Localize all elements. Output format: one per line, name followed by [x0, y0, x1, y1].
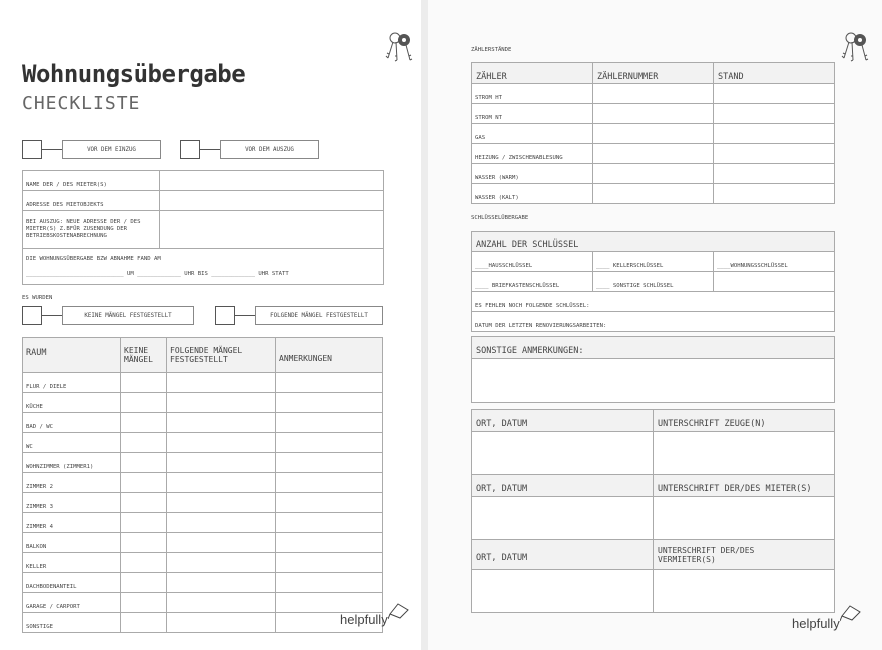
meter-label: HEIZUNG / ZWISCHENABLESUNG [475, 155, 563, 161]
table-row [23, 553, 383, 573]
defects-cell[interactable] [167, 533, 276, 553]
room-label: SONSTIGE [26, 624, 53, 630]
meter-reading-cell[interactable] [714, 104, 835, 124]
meter-reading-col-header: STAND [718, 71, 744, 82]
table-row [472, 84, 835, 104]
remarks-cell[interactable] [276, 553, 383, 573]
checkbox-move-out[interactable] [180, 140, 200, 159]
remarks-cell[interactable] [276, 513, 383, 533]
table-row [23, 393, 383, 413]
no-defects-cell[interactable] [121, 613, 167, 633]
meter-table [471, 62, 835, 204]
table-row [472, 184, 835, 204]
place-date-field[interactable] [472, 432, 654, 475]
room-label: GARAGE / CARPORT [26, 604, 80, 610]
meter-number-cell[interactable] [593, 184, 714, 204]
tenant-signature-field[interactable] [654, 497, 835, 540]
defects-cell[interactable] [167, 553, 276, 573]
missing-keys-label[interactable]: ES FEHLEN NOCH FOLGENDE SCHLÜSSEL: [475, 303, 590, 309]
room-label: KÜCHE [26, 404, 43, 410]
mailbox-key-field[interactable]: ____ BRIEFKASTENSCHLÜSSEL [475, 283, 560, 289]
col-header-room: RAUM [26, 348, 47, 358]
meter-number-cell[interactable] [593, 84, 714, 104]
remarks-cell[interactable] [276, 453, 383, 473]
defects-cell[interactable] [167, 613, 276, 633]
room-label: BAD / WC [26, 424, 53, 430]
key-empty-cell [714, 272, 835, 292]
checkbox-defects[interactable] [215, 306, 235, 325]
room-label: ZIMMER 3 [26, 504, 53, 510]
room-label: WOHNZIMMER (ZIMMER1) [26, 464, 94, 470]
table-row [472, 144, 835, 164]
remarks-cell[interactable] [276, 493, 383, 513]
signature-table [471, 409, 835, 613]
no-defects-cell[interactable] [121, 393, 167, 413]
room-label: WC [26, 444, 33, 450]
defects-cell[interactable] [167, 513, 276, 533]
table-row [23, 493, 383, 513]
no-defects-cell[interactable] [121, 413, 167, 433]
no-defects-cell[interactable] [121, 453, 167, 473]
handover-date-label: DIE WOHNUNGSÜBERGABE BZW ABNAHME FAND AM [26, 255, 161, 262]
checkbox-no-defects[interactable] [22, 306, 42, 325]
defects-cell[interactable] [167, 493, 276, 513]
table-row [23, 613, 383, 633]
label-move-out: VOR DEM AUSZUG [220, 140, 319, 159]
no-defects-cell[interactable] [121, 553, 167, 573]
defects-cell[interactable] [167, 473, 276, 493]
no-defects-cell[interactable] [121, 373, 167, 393]
room-table [22, 337, 383, 633]
defects-cell[interactable] [167, 413, 276, 433]
checkbox-move-in[interactable] [22, 140, 42, 159]
no-defects-cell[interactable] [121, 493, 167, 513]
helpfully-logo: helpfully [340, 612, 388, 627]
keys-icon [382, 30, 416, 66]
label-move-in: VOR DEM EINZUG [62, 140, 161, 159]
room-label: BALKON [26, 544, 47, 550]
other-remarks-field[interactable] [472, 359, 835, 403]
defects-cell[interactable] [167, 453, 276, 473]
meter-number-cell[interactable] [593, 144, 714, 164]
remarks-cell[interactable] [276, 393, 383, 413]
table-row [23, 573, 383, 593]
house-key-field[interactable]: ____HAUSSCHLÜSSEL [475, 263, 533, 269]
place-date-field[interactable] [472, 570, 654, 613]
tenant-info-table [22, 170, 384, 285]
signature-place-date-label: ORT, DATUM [476, 484, 528, 494]
cellar-key-field[interactable]: ____ KELLERSCHLÜSSEL [596, 263, 664, 269]
no-defects-cell[interactable] [121, 473, 167, 493]
table-row [23, 453, 383, 473]
no-defects-cell[interactable] [121, 513, 167, 533]
meter-col-header: ZÄHLER [476, 71, 507, 82]
tenant-name-field[interactable] [160, 171, 384, 191]
remarks-cell[interactable] [276, 473, 383, 493]
table-row [23, 593, 383, 613]
key-table [471, 231, 835, 332]
place-date-field[interactable] [472, 497, 654, 540]
es-wurden-label: ES WURDEN [22, 295, 53, 301]
flag-icon [388, 602, 410, 620]
room-label: ZIMMER 2 [26, 484, 53, 490]
signature-place-date-label: ORT, DATUM [476, 553, 528, 563]
table-row [472, 164, 835, 184]
key-count-header: ANZAHL DER SCHLÜSSEL [476, 240, 579, 250]
defects-cell[interactable] [167, 393, 276, 413]
table-row [23, 373, 383, 393]
label-defects: FOLGENDE MÄNGEL FESTGESTELLT [255, 306, 383, 325]
tenant-name-label: NAME DER / DES MIETER(S) [26, 182, 107, 188]
col-header-remarks: ANMERKUNGEN [279, 353, 332, 363]
new-address-field[interactable] [160, 211, 384, 249]
table-row [23, 413, 383, 433]
page-2 [428, 0, 882, 650]
apartment-key-field[interactable]: ____WOHNUNGSSCHLÜSSEL [717, 263, 788, 269]
meter-label: STROM NT [475, 115, 502, 121]
table-row [23, 533, 383, 553]
page-title: Wohnungsübergabe [22, 60, 246, 88]
col-header-defects: FOLGENDE MÄNGEL FESTGESTELLT [170, 346, 243, 364]
address-label: ADRESSE DES MIETOBJEKTS [26, 202, 104, 208]
remarks-cell[interactable] [276, 573, 383, 593]
table-row [472, 124, 835, 144]
address-field[interactable] [160, 191, 384, 211]
other-key-field[interactable]: ____ SONSTIGE SCHLÜSSEL [596, 283, 674, 289]
room-label: DACHBODENANTEIL [26, 584, 77, 590]
keys-icon-page2 [838, 30, 872, 66]
new-address-label: BEI AUSZUG: NEUE ADRESSE DER / DES MIETER(S) Z.BFÜR ZUSENDUNG DER BETRIEBSKOSTENABRECHNUNG [26, 219, 141, 239]
no-defects-cell[interactable] [121, 433, 167, 453]
other-remarks-header: SONSTIGE ANMERKUNGEN: [476, 346, 584, 356]
remarks-cell[interactable] [276, 373, 383, 393]
meter-reading-cell[interactable] [714, 84, 835, 104]
label-no-defects: KEINE MÄNGEL FESTGESTELLT [62, 306, 194, 325]
meter-number-cell[interactable] [593, 104, 714, 124]
remarks-cell[interactable] [276, 433, 383, 453]
meter-label: STROM HT [475, 95, 502, 101]
flag-icon [840, 604, 862, 622]
key-section-title: SCHLÜSSELÜBERGABE [471, 215, 529, 221]
table-row [23, 433, 383, 453]
table-row [472, 104, 835, 124]
defects-cell[interactable] [167, 573, 276, 593]
witness-signature-field[interactable] [654, 432, 835, 475]
meter-reading-cell[interactable] [714, 124, 835, 144]
signature-landlord-label: UNTERSCHRIFT DER/DES VERMIETER(S) [658, 545, 755, 564]
col-header-no-defects: KEINE MÄNGEL [124, 346, 153, 364]
meter-label: WASSER (WARM) [475, 175, 519, 181]
signature-witness-label: UNTERSCHRIFT ZEUGE(N) [658, 419, 766, 429]
meter-number-cell[interactable] [593, 124, 714, 144]
meter-section-title: ZÄHLERSTÄNDE [471, 47, 512, 53]
page-1 [0, 0, 421, 650]
defects-cell[interactable] [167, 373, 276, 393]
meter-label: WASSER (KALT) [475, 195, 519, 201]
meter-reading-cell[interactable] [714, 184, 835, 204]
signature-place-date-label: ORT, DATUM [476, 419, 528, 429]
room-label: FLUR / DIELE [26, 384, 67, 390]
room-label: KELLER [26, 564, 47, 570]
defects-cell[interactable] [167, 593, 276, 613]
room-label: ZIMMER 4 [26, 524, 53, 530]
meter-number-cell[interactable] [593, 164, 714, 184]
no-defects-cell[interactable] [121, 533, 167, 553]
defects-cell[interactable] [167, 433, 276, 453]
remarks-cell[interactable] [276, 413, 383, 433]
other-remarks-table [471, 336, 835, 403]
remarks-cell[interactable] [276, 533, 383, 553]
table-row [23, 513, 383, 533]
remarks-cell[interactable] [276, 593, 383, 613]
no-defects-cell[interactable] [121, 573, 167, 593]
meter-reading-cell[interactable] [714, 144, 835, 164]
meter-reading-cell[interactable] [714, 164, 835, 184]
page-subtitle: CHECKLISTE [22, 93, 141, 114]
table-row [23, 473, 383, 493]
handover-time-line[interactable]: _____________________________ UM _____________ UHR BIS _____________ UHR STATT [26, 270, 289, 277]
landlord-signature-field[interactable] [654, 570, 835, 613]
meter-label: GAS [475, 135, 486, 141]
meter-number-col-header: ZÄHLERNUMMER [597, 71, 659, 82]
signature-tenant-label: UNTERSCHRIFT DER/DES MIETER(S) [658, 484, 812, 494]
helpfully-logo: helpfully [792, 616, 840, 631]
renovation-date-label[interactable]: DATUM DER LETZTEN RENOVIERUNGSARBEITEN: [475, 323, 607, 329]
no-defects-cell[interactable] [121, 593, 167, 613]
